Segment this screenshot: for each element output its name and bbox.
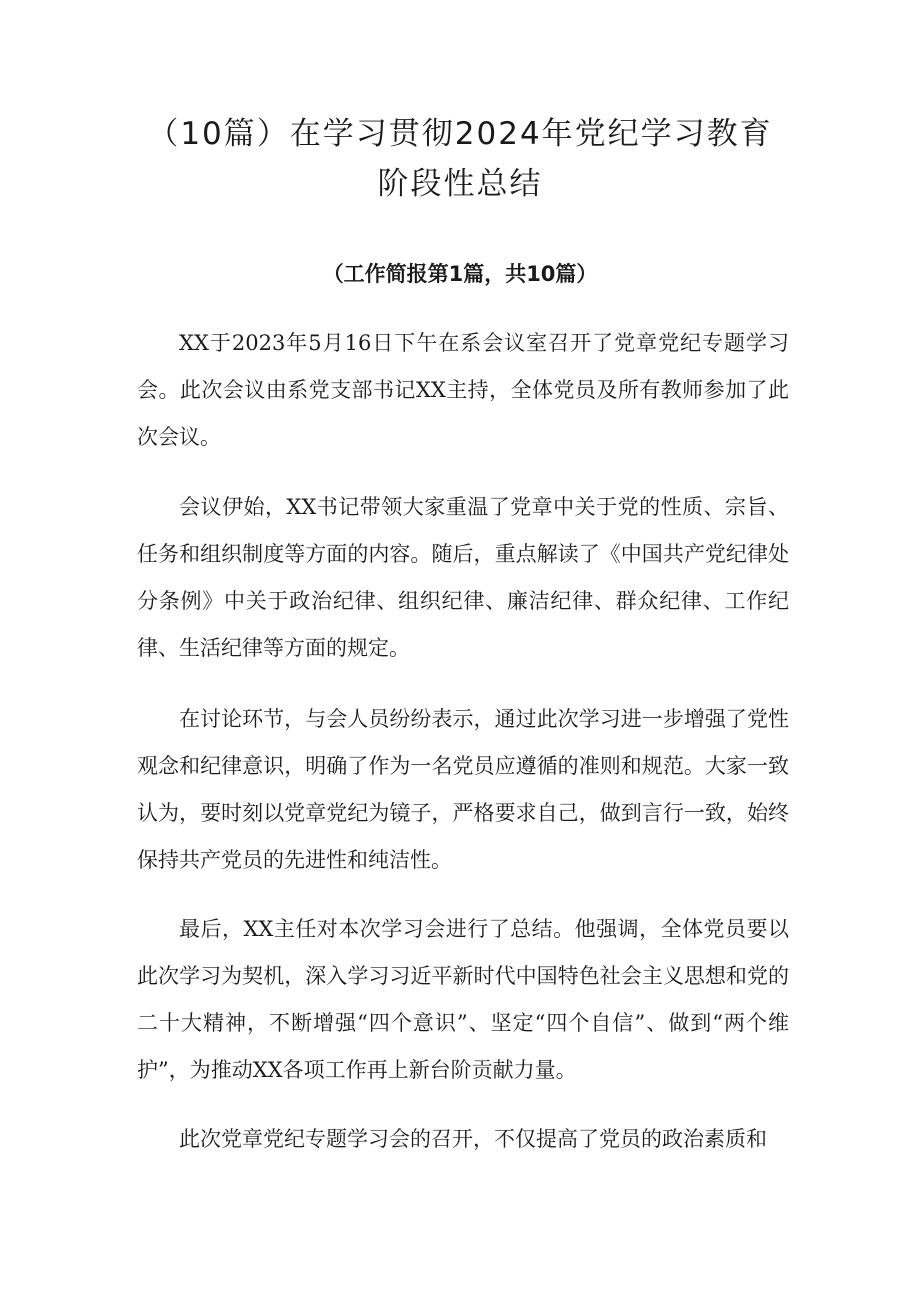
document-title-line-1: （10篇）在学习贯彻2024年党纪学习教育 [147, 116, 773, 152]
document-subtitle: （工作简报第1篇，共10篇） [322, 262, 598, 286]
document-title-line-2: 阶段性总结 [377, 166, 543, 202]
paragraph: XX于2023年5月16日下午在系会议室召开了党章党纪专题学习会。此次会议由系党支部书记XX主持，全体党员及所有教师参加了此次会议。 [137, 331, 789, 449]
paragraph: 此次党章党纪专题学习会的召开，不仅提高了党员的政治素质和 [179, 1127, 767, 1151]
paragraph: 会议伊始，XX书记带领大家重温了党章中关于党的性质、宗旨、任务和组织制度等方面的内容。随后，重点解读了《中国共产党纪律处分条例》中关于政治纪律、组织纪律、廉洁纪律、群众纪律、工作纪律、生活纪律等方面的规定。 [137, 495, 789, 660]
paragraph: 最后，XX主任对本次学习会进行了总结。他强调，全体党员要以此次学习为契机，深入学习习近平新时代中国特色社会主义思想和党的二十大精神，不断增强“四个意识”、坚定“四个自信”、做到“两个维护”，为推动XX各项工作再上新台阶贡献力量。 [137, 917, 789, 1082]
paragraph: 在讨论环节，与会人员纷纷表示，通过此次学习进一步增强了党性观念和纪律意识，明确了作为一名党员应遵循的准则和规范。大家一致认为，要时刻以党章党纪为镜子，严格要求自己，做到言行一致，始终保持共产党员的先进性和纯洁性。 [137, 707, 789, 872]
